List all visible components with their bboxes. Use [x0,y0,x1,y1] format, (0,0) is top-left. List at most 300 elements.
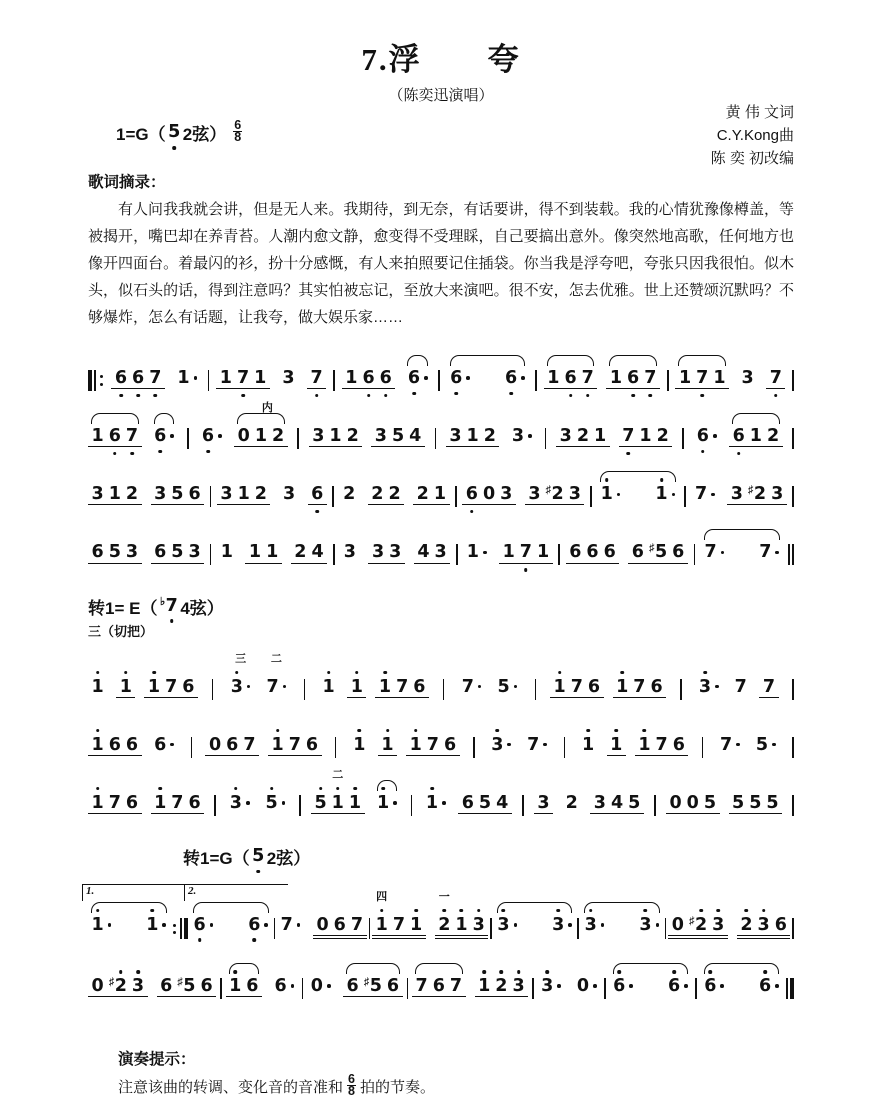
octave-dot-above [136,970,140,974]
slur-arc [584,902,660,913]
note-digit-wrap [282,368,294,388]
note-group [227,652,254,697]
note-digit-wrap [347,426,359,446]
note-digit-wrap [311,368,323,388]
song-title: 7.浮 夸 [361,42,521,77]
bar-thick [184,918,188,939]
note-digit-wrap [639,915,651,935]
note-group [413,484,449,505]
octave-dot-above [482,970,486,974]
slur-arc [613,963,689,974]
bar-thin [564,737,566,758]
credits [711,101,794,170]
note-digit: 1 [91,734,104,755]
note-digit-wrap [775,915,787,935]
note [341,542,358,562]
note-group [610,976,692,996]
octave-dot-above [496,729,500,733]
note [246,915,271,935]
note-digit: 1 [425,792,439,813]
note-digit: 3 [730,484,743,505]
note-group [262,793,289,813]
note-digit: 1 [378,676,392,697]
note-digit: 1 [639,426,652,447]
note [310,426,327,446]
note-group [245,542,281,563]
note [476,976,493,996]
note [728,484,745,504]
note-digit-wrap [742,368,754,388]
bar-thin [212,679,214,700]
octave-dot-above [430,787,434,791]
volta-bracket [82,884,186,901]
note-digit-wrap [462,793,474,813]
note [408,915,425,935]
note-digit-wrap [171,793,183,813]
note-digit: 3 [698,676,712,697]
note-digit-wrap [594,793,606,813]
note-digit-wrap [497,915,509,935]
note-digit-wrap [408,368,420,388]
note [495,915,520,935]
duration-dot [514,923,518,927]
note-digit-wrap [496,793,508,813]
barline [214,795,216,816]
note-digit: 2 [438,914,451,935]
note-digit: 3 [125,542,139,563]
note [463,484,480,504]
octave-dot-above [672,970,676,974]
note-digit-wrap [763,677,775,697]
note-digit: 6 [672,542,685,563]
slur-arc [154,413,175,424]
note-group [573,976,600,996]
note [710,915,727,935]
bar-thin [788,544,790,565]
note-digit: 2 [766,426,780,447]
note-group [217,542,236,562]
note-group [544,368,598,389]
note-group [378,735,397,756]
note-digit: 6 [108,734,121,755]
note-digit-wrap [171,484,183,504]
note [224,735,241,755]
note [341,484,358,504]
note-digit-wrap [478,976,490,996]
barline [187,428,189,449]
note [494,793,511,813]
measure [227,652,290,697]
note-digit: 1 [594,426,607,447]
note-digit: 6 [379,368,392,388]
note-group [88,915,170,935]
note [394,677,411,697]
slur-arc [678,355,726,366]
note-digit-wrap [289,735,301,755]
octave-dot-above [327,671,331,675]
octave-dot-below [130,452,134,456]
octave-dot-above [545,970,549,974]
note [320,677,337,697]
note-digit: 3 [771,484,784,505]
note [152,426,177,446]
note-group [234,402,288,447]
note [89,735,106,755]
note-digit-wrap [294,542,306,562]
note-group [435,890,489,939]
note-digit-wrap [560,426,572,446]
measure [216,368,326,389]
octave-dot-above [358,729,362,733]
note-digit-wrap [362,368,374,388]
note [767,368,784,388]
note-digit: 1 [331,792,344,813]
octave-dot-below [631,394,635,398]
note [269,735,286,755]
note-digit-wrap [756,735,768,755]
barline [332,486,334,507]
note [470,915,487,935]
note-digit: 6 [732,426,745,447]
note-group [340,542,359,562]
note-digit-wrap [249,542,261,562]
note-digit: 1 [638,734,651,755]
octave-dot-above [414,729,418,733]
note-digit: 3 [511,426,525,447]
bar-thin [299,795,301,816]
note [584,542,601,562]
octave-dot-above [386,729,390,733]
note-digit: 6 [182,676,195,697]
note-digit-wrap [109,542,121,562]
key-tuning-note [166,122,183,142]
note-digit-wrap [154,542,166,562]
note-digit-wrap [372,542,384,562]
barline [792,918,794,939]
note-digit: 3 [537,792,550,813]
bar-thin [335,737,337,758]
note [228,677,253,697]
note-digit-wrap [627,368,639,388]
note [344,976,361,996]
note-digit: 1 [146,914,159,935]
note-digit-wrap [376,915,388,935]
note [252,484,269,504]
bar-thin [297,428,299,449]
note [481,426,498,446]
note-digit-wrap [351,915,363,935]
note [568,677,585,697]
note-digit-wrap [166,596,178,616]
measure [88,484,204,505]
duration-dot [528,434,532,438]
note-digit-wrap [177,368,189,388]
note-digit: 5 [497,676,510,697]
measure [226,793,289,813]
note-digit: 6 [465,484,478,505]
note-digit-wrap [92,735,104,755]
note [574,976,599,996]
note-digit-wrap [577,426,589,446]
score-line [88,368,794,389]
octave-dot-below [136,394,140,398]
note-digit: 3 [568,484,581,505]
bar-thin [694,544,696,565]
note [272,976,297,996]
note-digit: 3 [472,914,485,935]
bar-thin [455,486,457,507]
note-digit: 7 [694,484,708,505]
note-digit: 2 [272,426,285,447]
note-digit: 3 [712,914,725,935]
note-digit-wrap [344,542,356,562]
note-digit-wrap [754,484,766,504]
octave-dot-below [454,392,458,396]
note [331,915,348,935]
note [278,915,303,935]
note-digit-wrap [237,368,249,388]
note [369,484,386,504]
note [360,368,377,388]
note-digit-wrap [238,484,250,504]
slur-arc [704,529,780,540]
note-digit-wrap [594,426,606,446]
slur-arc [193,902,269,913]
note-group [226,976,262,997]
note-digit: 7 [236,368,250,388]
note-digit: 3 [220,484,233,505]
barline [191,737,193,758]
note [769,484,786,504]
note [218,542,235,562]
octave-dot-above [644,909,648,913]
note-group [404,368,431,388]
note-digit-wrap [154,793,166,813]
note [747,793,764,813]
note-digit-wrap [720,735,732,755]
octave-dot-above [620,671,624,675]
note [89,677,106,697]
note-digit: 3 [188,542,201,563]
note-digit: 5 [265,792,278,813]
barline [490,918,492,939]
note-digit-wrap [633,677,645,697]
measure [462,484,584,505]
octave-dot-above [96,787,100,791]
note-group [291,542,327,563]
note-group [311,768,365,814]
note [348,677,365,697]
note-digit-wrap [740,915,752,935]
note-digit: 7 [696,368,709,388]
note-group [668,915,728,939]
note [447,976,464,996]
note-group [412,976,466,997]
barline [455,486,457,507]
note-digit-wrap [697,426,709,446]
bar-thin [210,544,212,565]
note [756,976,781,996]
octave-dot-above [477,909,481,913]
note-digit-wrap [126,426,138,446]
note-digit: 3 [449,426,462,447]
duration-dot [170,434,174,438]
barline [407,978,409,999]
note-digit-wrap [495,976,507,996]
note [379,735,396,755]
note-digit: 6 [200,976,213,996]
note-digit-wrap [704,542,716,562]
note-digit: 6 [154,734,167,755]
note-group [578,735,597,755]
bar-thin [407,978,409,999]
note-digit-wrap [582,368,594,388]
note [430,976,447,996]
bar-thick [88,370,92,391]
note-digit: 6 [248,914,261,935]
note-digit: 6 [758,976,772,996]
note-digit-wrap [571,677,583,697]
note-digit: 5 [749,792,762,813]
note [701,793,718,813]
position-annotation: 三 [235,652,247,665]
measure [372,890,488,939]
note [738,915,755,935]
bar-thin [684,486,686,507]
note-digit: 1 [749,426,762,447]
note-group [550,677,604,698]
measure [187,884,272,935]
note-digit-wrap [379,677,391,697]
bar-thin [792,679,794,700]
note-digit: 7 [280,914,293,935]
barline [545,428,547,449]
measure [691,484,786,505]
note [585,677,602,697]
note [648,677,665,697]
measure [217,484,327,505]
note [123,793,140,813]
note-digit: 7 [392,914,405,935]
note [264,677,289,697]
note-digit: 2 [294,542,307,563]
measure [597,484,679,504]
note-digit: 6 [587,676,601,697]
note-digit-wrap [274,976,286,996]
bar-thin [220,978,222,999]
note [702,542,727,562]
octave-dot-below [700,394,704,398]
octave-dot-above [500,970,504,974]
note-group [151,542,205,563]
octave-dot-below [256,870,260,874]
duration-dot [736,743,740,747]
measure [226,976,298,997]
note [545,368,562,388]
note-digit: 3 [528,484,541,505]
note-digit: 1 [219,368,232,388]
note-digit-wrap [188,542,200,562]
note-digit-wrap [221,542,233,562]
note [764,426,781,446]
measure [534,793,644,814]
note-digit: 2 [551,484,564,505]
duration-dot [466,376,470,380]
octave-dot-above [96,671,100,675]
slur-arc [91,902,167,913]
duration-dot [601,923,605,927]
barline [535,370,537,391]
note [642,368,659,388]
note [611,976,636,996]
note-digit: 2 [254,484,267,505]
note-group [462,484,516,505]
position-annotation: 二 [270,652,282,665]
note-digit: 1 [108,484,121,505]
volta-label: 1. [86,884,95,897]
measure [412,976,528,997]
note [89,793,106,813]
note-digit: 5 [755,734,768,755]
note-digit: 1 [609,368,623,388]
note-group [524,735,551,755]
note [263,793,288,813]
position-annotation: 一 [438,890,450,903]
note-digit-wrap [393,915,405,935]
note-digit: 3 [229,792,242,813]
note [280,484,297,504]
note-digit-wrap [585,915,597,935]
note-digit: 7 [519,542,532,563]
note-group [731,677,750,697]
note [510,976,527,996]
octave-dot-below [253,938,257,942]
note [327,426,344,446]
note [480,484,497,504]
note-digit: 3 [541,976,554,996]
octave-dot-below [119,394,123,398]
note-digit-wrap [387,976,399,996]
credit-lyricist: 黄 伟 文词 [725,104,794,121]
barline [302,978,304,999]
note-digit-wrap [266,677,278,697]
note-digit: 7 [243,734,256,755]
note-digit: 3 [552,914,565,935]
note [89,976,106,996]
bar-thin [792,737,794,758]
note-group [151,484,205,505]
note-digit: 6 [201,426,215,447]
note-digit-wrap [438,915,450,935]
octave-dot-above [235,671,239,675]
note-group [693,426,720,446]
note [218,484,235,504]
octave-dot-above [380,909,384,913]
note-digit-wrap [687,793,699,813]
measure [701,976,783,996]
duration-dot [442,801,446,805]
bar-thick [790,978,794,999]
duration-dot [264,923,268,927]
note [308,976,333,996]
note [407,735,424,755]
octave-dot-below [367,394,371,398]
note-digit-wrap [343,484,355,504]
note-digit: 1 [254,426,267,447]
note [343,368,360,388]
duration-dot [282,801,286,805]
note-digit-wrap [731,484,743,504]
